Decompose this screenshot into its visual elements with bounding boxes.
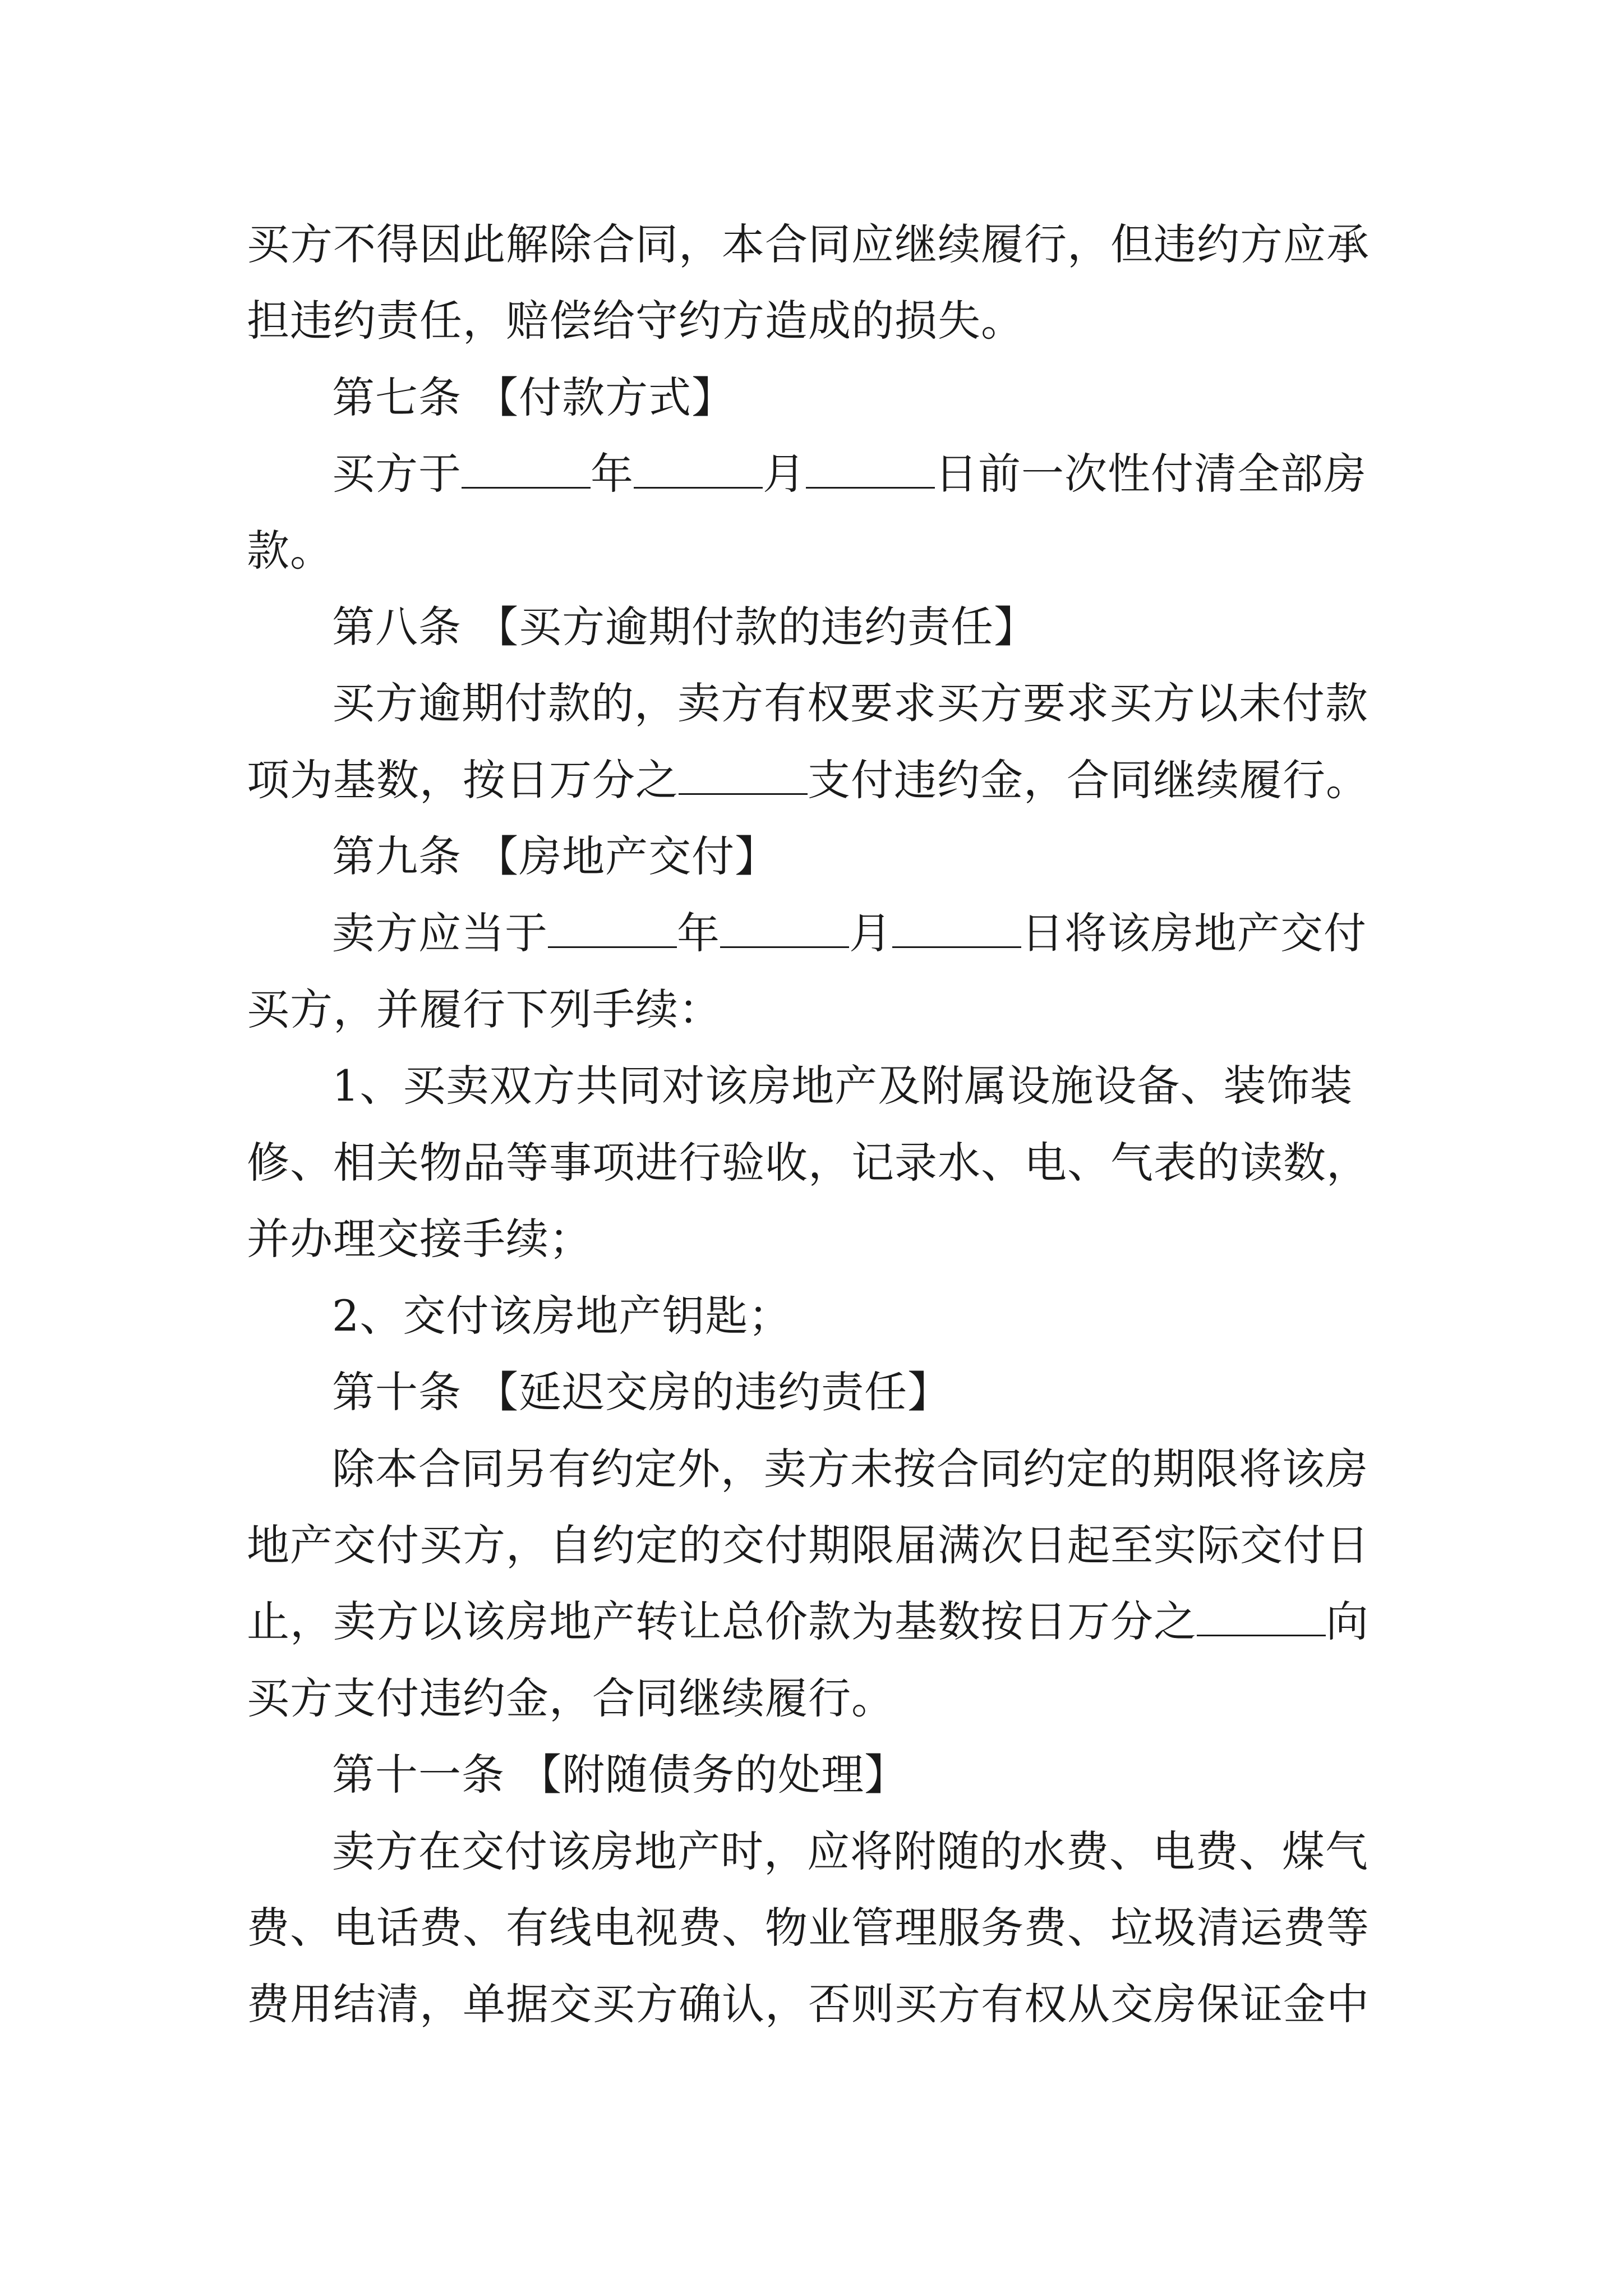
text-segment: 日将该房地产交付买方，并履行下列手续： <box>247 908 1367 1035</box>
article-8-heading: 第八条 【买方逾期付款的违约责任】 <box>332 602 1038 652</box>
article-11-ancillary-debts: 卖方在交付该房地产时，应将附随的水费、电费、煤气费、电话费、有线电视费、物业管理服务费、垃圾清运费等费用结清，单据交买方确认，否则买方有权从交房保证金中 <box>247 1826 1370 2030</box>
article-9-delivery <box>247 895 1391 1048</box>
text-segment: 年 <box>591 449 634 499</box>
text-segment: 月 <box>763 449 806 499</box>
text-segment: 支付违约金，合同继续履行。 <box>808 754 1369 805</box>
article-7-payment-terms <box>247 436 1391 589</box>
article-9-item-1: 1、买卖双方共同对该房地产及附属设施设备、装饰装修、相关物品等事项进行验收，记录水、电、气表的读数，并办理交接手续； <box>247 1061 1370 1264</box>
text-segment: 买方逾期付款的，卖方有权要求买方要求买方以未付款项为基数，按日万分之 <box>247 678 1368 805</box>
fill-blank-month[interactable] <box>720 908 849 947</box>
fill-blank-year[interactable] <box>548 908 677 947</box>
article-9-heading: 第九条 【房地产交付】 <box>332 831 778 882</box>
text-segment: 月 <box>849 908 892 958</box>
fill-blank-rate[interactable] <box>679 754 808 794</box>
article-7-heading: 第七条 【付款方式】 <box>332 372 735 422</box>
article-8-late-payment <box>247 665 1391 818</box>
text-segment: 卖方应当于 <box>332 908 548 958</box>
article-11-heading: 第十一条 【附随债务的处理】 <box>332 1750 908 1800</box>
text-segment: 日前一次性付清全部房款。 <box>247 449 1367 576</box>
article-10-late-delivery <box>247 1431 1391 1737</box>
fill-blank-day[interactable] <box>806 449 935 489</box>
fill-blank-rate[interactable] <box>1197 1596 1326 1636</box>
fill-blank-year[interactable] <box>462 449 591 489</box>
fill-blank-day[interactable] <box>892 908 1021 947</box>
contract-text <box>247 206 1391 2043</box>
article-10-heading: 第十条 【延迟交房的违约责任】 <box>332 1367 951 1418</box>
text-segment: 向买方支付违约金，合同继续履行。 <box>247 1596 1369 1723</box>
paragraph-continuation: 买方不得因此解除合同，本合同应继续履行，但违约方应承担违约责任，赔偿给守约方造成的损失。 <box>247 219 1370 346</box>
text-segment: 除本合同另有约定外，卖方未按合同约定的期限将该房地产交付买方，自约定的交付期限届满次日起至实际交付日止，卖方以该房地产转让总价款为基数按日万分之 <box>247 1443 1370 1647</box>
fill-blank-month[interactable] <box>634 449 763 489</box>
article-9-item-2: 2、交付该房地产钥匙； <box>332 1290 792 1341</box>
text-segment: 年 <box>677 908 720 958</box>
text-segment: 买方于 <box>332 449 462 499</box>
